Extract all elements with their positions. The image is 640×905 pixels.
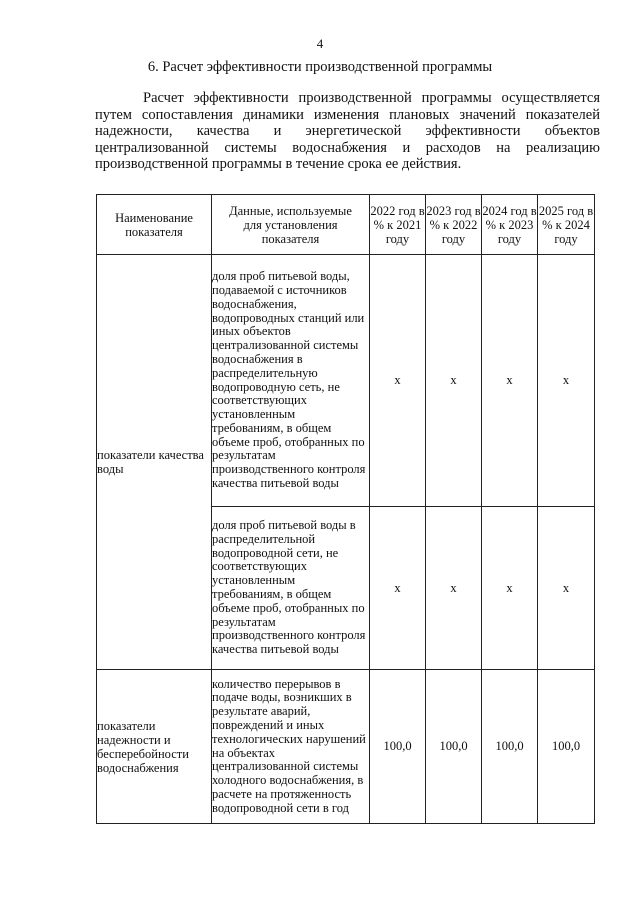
value-2025-cell: х <box>538 255 595 507</box>
indicator-name-cell: показатели качества воды <box>97 255 212 670</box>
value-2025-cell: х <box>538 507 595 670</box>
table-header-row <box>97 195 595 255</box>
efficiency-table <box>96 194 595 824</box>
value-2022-cell: 100,0 <box>370 670 426 824</box>
intro-paragraph: Расчет эффективности производственной программы осуществляется путем сопоставления динамики изменения плановых значений показателей надежности, качества и энергетической эффективности объектов централизованной системы водоснабжения и расходов на реализацию производственной программы в течение срока ее действия. <box>95 90 600 172</box>
data-used-cell: доля проб питьевой воды в распределительной водопроводной сети, не соответствующих установленным требованиям, в общем объеме проб, отобранных по результатам производственного контроля качества питьевой воды <box>212 507 370 670</box>
value-2023-cell: х <box>426 255 482 507</box>
header-2023: 2023 год в % к 2022 году <box>426 195 482 255</box>
value-2022-cell: х <box>370 507 426 670</box>
header-2022: 2022 год в % к 2021 году <box>370 195 426 255</box>
header-indicator-name: Наименование показателя <box>97 195 212 255</box>
value-2024-cell: х <box>482 255 538 507</box>
value-2023-cell: 100,0 <box>426 670 482 824</box>
section-title: 6. Расчет эффективности производственной программы <box>147 59 493 75</box>
data-used-cell: количество перерывов в подаче воды, возникших в результате аварий, повреждений и иных технологических нарушений на объектах централизованной системы холодного водоснабжения, в расчете на протяженность водопроводной сети в год <box>212 670 370 824</box>
table-row <box>97 670 595 824</box>
value-2025-cell: 100,0 <box>538 670 595 824</box>
value-2024-cell: х <box>482 507 538 670</box>
header-data-used: Данные, используемые для установления показателя <box>212 195 370 255</box>
header-2025: 2025 год в % к 2024 году <box>538 195 595 255</box>
header-2024: 2024 год в % к 2023 году <box>482 195 538 255</box>
value-2022-cell: х <box>370 255 426 507</box>
value-2023-cell: х <box>426 507 482 670</box>
indicator-name-cell: показатели надежности и бесперебойности водоснабжения <box>97 670 212 824</box>
value-2024-cell: 100,0 <box>482 670 538 824</box>
page-number: 4 <box>316 36 324 51</box>
table-row <box>97 255 595 507</box>
data-used-cell: доля проб питьевой воды, подаваемой с источников водоснабжения, водопроводных станций или иных объектов централизованной системы водоснабжения в распределительную водопроводную сеть, не соответствующих установленным требованиям, в общем объеме проб, отобранных по результатам производственного контроля качества питьевой воды <box>212 255 370 507</box>
